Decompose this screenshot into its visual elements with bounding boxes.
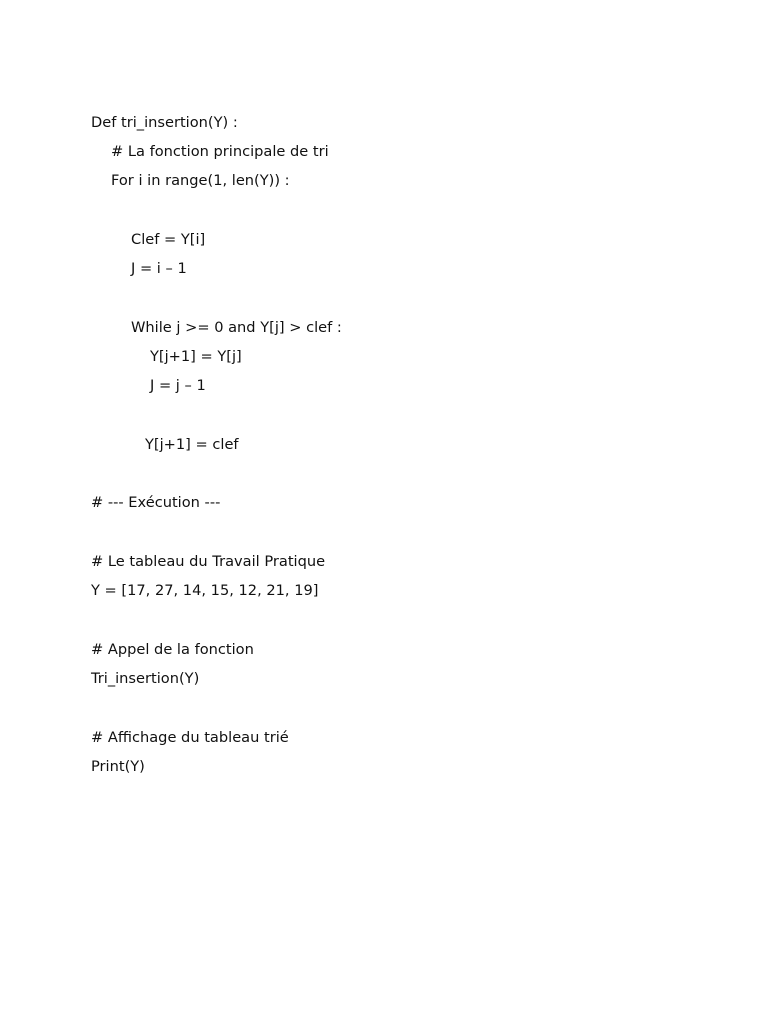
code-line-array-comment: # Le tableau du Travail Pratique <box>91 553 326 570</box>
code-line-clef: Clef = Y[i] <box>131 231 206 248</box>
code-line-print: Print(Y) <box>91 758 145 775</box>
code-line-insert: Y[j+1] = clef <box>145 436 239 453</box>
code-line-j-decrement: J = j – 1 <box>150 377 206 394</box>
code-line-j-init: J = i – 1 <box>131 260 187 277</box>
code-line-execution-comment: # --- Exécution --- <box>91 494 221 511</box>
code-line-for: For i in range(1, len(Y)) : <box>111 172 290 189</box>
code-line-def: Def tri_insertion(Y) : <box>91 114 238 131</box>
code-line-array: Y = [17, 27, 14, 15, 12, 21, 19] <box>91 582 319 599</box>
code-line-comment-main: # La fonction principale de tri <box>111 143 329 160</box>
code-line-call-comment: # Appel de la fonction <box>91 641 254 658</box>
code-line-call: Tri_insertion(Y) <box>91 670 200 687</box>
code-line-shift: Y[j+1] = Y[j] <box>150 348 242 365</box>
code-line-while: While j >= 0 and Y[j] > clef : <box>131 319 342 336</box>
code-line-print-comment: # Affichage du tableau trié <box>91 729 289 746</box>
